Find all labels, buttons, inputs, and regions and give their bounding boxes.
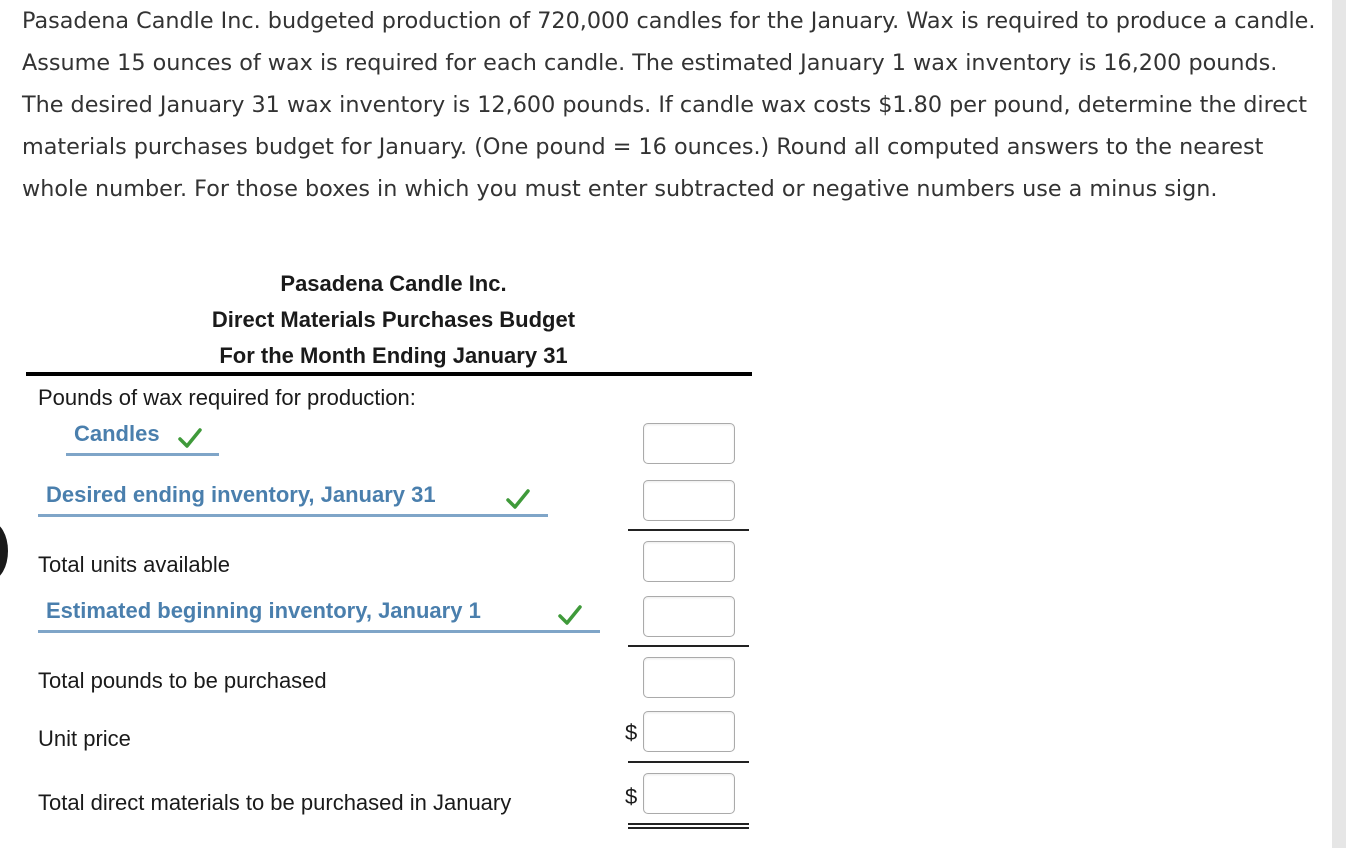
pounds-required-label: Pounds of wax required for production: [38, 385, 416, 410]
estimated-beginning-input[interactable] [643, 596, 735, 637]
total-pounds-input[interactable] [643, 657, 735, 698]
side-marker [0, 522, 8, 580]
check-icon [506, 488, 530, 510]
scrollbar-track[interactable] [1332, 0, 1346, 848]
candles-input[interactable] [643, 423, 735, 464]
budget-title: Direct Materials Purchases Budget [211, 307, 576, 332]
estimated-beginning-select-text: Estimated beginning inventory, January 1 [46, 598, 481, 623]
candles-select-text: Candles [74, 421, 160, 446]
unit-price-currency: $ [625, 720, 638, 745]
budget-company: Pasadena Candle Inc. [280, 271, 507, 296]
desired-ending-select[interactable] [38, 480, 548, 517]
header-rule [26, 372, 752, 376]
total-dm-input[interactable] [643, 773, 735, 814]
subtotal-rule [628, 529, 749, 531]
total-dm-currency: $ [625, 784, 638, 809]
subtotal-rule [628, 761, 749, 763]
desired-ending-select-text: Desired ending inventory, January 31 [46, 482, 436, 507]
double-rule-bottom [628, 827, 749, 829]
total-dm-label: Total direct materials to be purchased in January [38, 790, 512, 815]
subtotal-rule [628, 645, 749, 647]
check-icon [178, 427, 202, 449]
total-pounds-label: Total pounds to be purchased [38, 668, 327, 693]
unit-price-label: Unit price [38, 726, 131, 751]
check-icon [558, 604, 582, 626]
double-rule-top [628, 823, 749, 825]
estimated-beginning-select[interactable] [38, 596, 600, 633]
total-units-input[interactable] [643, 541, 735, 582]
question-paragraph: Pasadena Candle Inc. budgeted production of 720,000 candles for the January. Wax is required to produce a candle. Assume 15 ounces of wax is required for each candle. The estimated January 1 wax inventory is 16,200 pounds. The desired January 31 wax inventory is 12,600 pounds. If candle wax costs $1.80 per pound, determine the direct materials purchases budget for January. (One pound = 16 ounces.) Round all computed answers to the nearest whole number. For those boxes in which you must enter subtracted or negative numbers use a minus sign. [22, 8, 1316, 202]
candles-select[interactable] [66, 419, 219, 456]
unit-price-input[interactable] [643, 711, 735, 752]
desired-ending-input[interactable] [643, 480, 735, 521]
total-units-label: Total units available [38, 552, 231, 577]
budget-period: For the Month Ending January 31 [219, 343, 568, 368]
question-text [22, 0, 1322, 210]
